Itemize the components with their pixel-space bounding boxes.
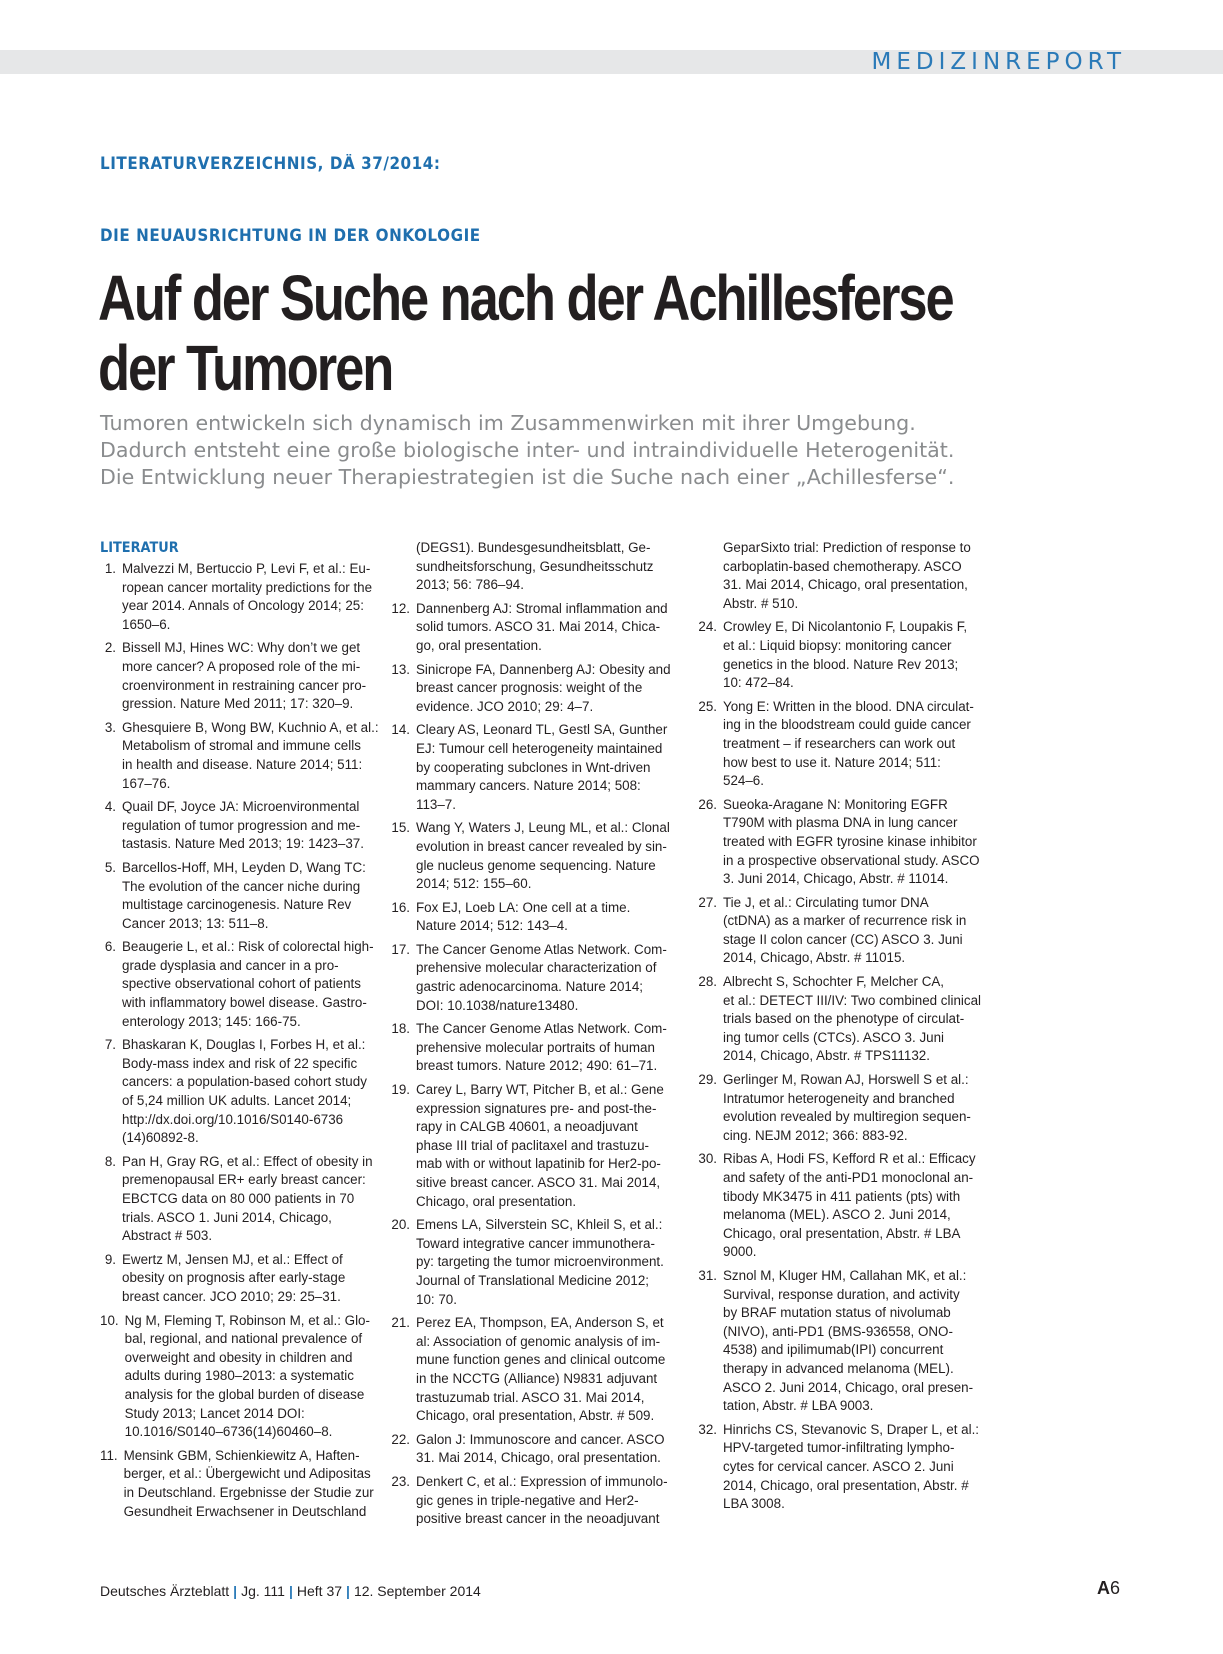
reference-line: The Cancer Genome Atlas Network. Com- <box>416 1021 667 1037</box>
reference-line: spective observational cohort of patients <box>122 976 361 992</box>
reference-number: 17. <box>391 941 410 957</box>
reference-line: 10: 70. <box>416 1291 457 1307</box>
reference-line: 2014, Chicago, Abstr. # TPS11132. <box>723 1048 930 1064</box>
reference-line: Metabolism of stromal and immune cells <box>122 738 361 754</box>
reference-text <box>124 1447 374 1521</box>
reference-line: Nature 2014; 512: 143–4. <box>416 918 568 934</box>
reference-line: in Deutschland. Ergebnisse der Studie zur <box>123 1484 374 1500</box>
headline-line-1: Auf der Suche nach der Achillesferse <box>98 262 953 334</box>
reference-item <box>697 894 967 968</box>
reference-text <box>416 1431 665 1468</box>
reference-line: mab with or without lapatinib for Her2-po- <box>416 1156 661 1172</box>
reference-line: Cancer 2013; 13: 511–8. <box>122 915 269 931</box>
reference-line: by cooperating subclones in Wnt-driven <box>416 759 651 775</box>
reference-line: therapy in advanced melanoma (MEL). <box>723 1360 954 1376</box>
article-kicker: DIE NEUAUSRICHTUNG IN DER ONKOLOGIE <box>100 226 481 245</box>
reference-number: 27. <box>698 894 717 910</box>
reference-line: melanoma (MEL). ASCO 2. Juni 2014, <box>723 1207 951 1223</box>
reference-line: Sueoka-Aragane N: Monitoring EGFR <box>723 796 948 812</box>
reference-line: genetics in the blood. Nature Rev 2013; <box>723 656 959 672</box>
reference-line: Chicago, oral presentation, Abstr. # 509. <box>416 1408 655 1424</box>
reference-line: Crowley E, Di Nicolantonio F, Loupakis F, <box>723 619 968 635</box>
page-prefix: A <box>1096 1578 1110 1598</box>
reference-text <box>122 859 366 933</box>
reference-number: 20. <box>391 1217 410 1233</box>
reference-line: et al.: DETECT III/IV: Two combined clinical <box>723 992 981 1008</box>
reference-item <box>390 661 671 717</box>
reference-continuation <box>390 539 655 595</box>
reference-line: 113–7. <box>416 796 456 812</box>
reference-line: cytes for cervical cancer. ASCO 2. Juni <box>723 1458 954 1474</box>
reference-line: more cancer? A proposed role of the mi- <box>122 658 361 674</box>
reference-line: et al.: Liquid biopsy: monitoring cancer <box>723 637 952 653</box>
reference-line: go, oral presentation. <box>416 637 542 653</box>
reference-text <box>416 1216 664 1309</box>
reference-line: Galon J: Immunoscore and cancer. ASCO <box>416 1431 665 1447</box>
reference-line: Beaugerie L, et al.: Risk of colorectal high- <box>122 939 374 955</box>
reference-line: 3. Juni 2014, Chicago, Abstr. # 11014. <box>723 871 949 887</box>
reference-line: tation, Abstr. # LBA 9003. <box>723 1398 874 1414</box>
reference-line: trastuzumab trial. ASCO 31. Mai 2014, <box>416 1389 645 1405</box>
reference-number: 8. <box>104 1153 116 1169</box>
reference-line: Abstract # 503. <box>122 1228 213 1244</box>
reference-item <box>697 796 980 889</box>
reference-text <box>122 1251 365 1307</box>
reference-line: trials. ASCO 1. Juni 2014, Chicago, <box>122 1209 332 1225</box>
reference-line: 4538) and ipilimumab(IPI) concurrent <box>723 1342 944 1358</box>
reference-item <box>100 1447 374 1521</box>
reference-text <box>125 1312 370 1442</box>
journal-volume: Jg. 111 <box>241 1583 285 1599</box>
reference-number: 1. <box>104 561 116 576</box>
reference-line: 31. Mai 2014, Chicago, oral presentation. <box>416 1450 661 1466</box>
reference-number: 5. <box>104 859 116 875</box>
reference-number: 3. <box>104 719 116 735</box>
reference-line: with inflammatory bowel disease. Gastro- <box>122 995 367 1011</box>
reference-text <box>122 938 374 1031</box>
reference-line: ing in the bloodstream could guide cancer <box>723 717 971 733</box>
reference-line: Mensink GBM, Schienkiewitz A, Haften- <box>123 1447 360 1463</box>
reference-line: The evolution of the cancer niche during <box>122 878 361 894</box>
reference-line: Emens LA, Silverstein SC, Khleil S, et al.: <box>416 1217 663 1233</box>
reference-item <box>100 560 373 634</box>
reference-line: adults during 1980–2013: a systematic <box>124 1368 354 1384</box>
reference-item <box>100 1036 365 1148</box>
reference-line: of 5,24 million UK adults. Lancet 2014; <box>122 1093 352 1109</box>
reference-line: evidence. JCO 2010; 29: 4–7. <box>416 698 594 714</box>
references-column-1 <box>100 539 379 1526</box>
reference-text <box>122 560 372 634</box>
reference-text <box>122 798 365 854</box>
reference-line: Body-mass index and risk of 22 specific <box>122 1055 358 1071</box>
reference-number: 15. <box>391 820 410 836</box>
references-column-3 <box>697 539 981 1519</box>
reference-line: evolution revealed by multiregion sequen- <box>723 1109 971 1125</box>
reference-line: enterology 2013; 145: 166-75. <box>122 1013 301 1029</box>
reference-line: py: targeting the tumor microenvironment. <box>416 1254 664 1270</box>
reference-line: http://dx.doi.org/10.1016/S0140-6736 <box>122 1111 344 1127</box>
reference-line: prehensive molecular characterization of <box>416 960 657 976</box>
reference-line: 2014, Chicago, Abstr. # 11015. <box>723 950 906 966</box>
reference-line: in the NCCTG (Alliance) N9831 adjuvant <box>416 1370 658 1386</box>
reference-item <box>100 938 374 1031</box>
headline-line-2: der Tumoren <box>98 332 393 404</box>
reference-number: 26. <box>698 796 717 812</box>
reference-number: 2. <box>104 640 116 656</box>
reference-line: grade dysplasia and cancer in a pro- <box>122 957 339 973</box>
reference-item <box>390 941 667 1015</box>
reference-line: Denkert C, et al.: Expression of immunolo- <box>416 1473 668 1489</box>
reference-line: tibody MK3475 in 411 patients (pts) with <box>723 1188 961 1204</box>
reference-line: Gesundheit Erwachsener in Deutschland <box>123 1503 367 1519</box>
reference-line: obesity on prognosis after early-stage <box>122 1270 346 1286</box>
reference-line: Survival, response duration, and activity <box>723 1286 960 1302</box>
page-digit: 6 <box>1109 1578 1120 1598</box>
reference-text <box>723 796 980 889</box>
reference-text <box>723 1071 971 1145</box>
reference-line: 9000. <box>723 1244 757 1260</box>
section-label: MEDIZINREPORT <box>871 49 1126 75</box>
reference-number: 7. <box>104 1037 116 1053</box>
reference-text <box>723 539 971 613</box>
reference-continuation <box>697 539 971 613</box>
reference-line: Abstr. # 510. <box>723 595 799 611</box>
reference-line: analysis for the global burden of disease <box>124 1386 365 1402</box>
reference-item <box>390 899 655 936</box>
reference-line: rapy in CALGB 40601, a neoadjuvant <box>416 1119 638 1135</box>
reference-item <box>697 1421 980 1514</box>
reference-text <box>723 618 967 692</box>
reference-line: sundheitsforschung, Gesundheitsschutz <box>416 558 654 574</box>
reference-item <box>390 1020 667 1076</box>
reference-item <box>100 719 379 793</box>
reference-item <box>100 798 365 854</box>
lead-line-2: Dadurch entsteht eine große biologische inter- und intraindividuelle Heterogenität. <box>100 438 955 462</box>
reference-line: Dannenberg AJ: Stromal inflammation and <box>416 600 668 616</box>
reference-line: Carey L, Barry WT, Pitcher B, et al.: Gene <box>416 1082 664 1098</box>
issue-date: 12. September 2014 <box>353 1583 481 1599</box>
reference-item <box>390 1216 664 1309</box>
reference-item <box>390 819 670 893</box>
reference-text <box>416 539 655 595</box>
reference-line: gle nucleus genome sequencing. Nature <box>416 857 656 873</box>
reference-line: Chicago, oral presentation, Abstr. # LBA <box>723 1225 961 1241</box>
reference-item <box>100 859 365 933</box>
reference-line: carboplatin-based chemotherapy. ASCO <box>723 558 962 574</box>
reference-line: Ghesquiere B, Wong BW, Kuchnio A, et al.: <box>122 719 379 735</box>
footer-separator: | <box>233 1583 238 1599</box>
reference-item <box>390 600 668 656</box>
reference-line: treated with EGFR tyrosine kinase inhibitor <box>723 833 977 849</box>
literature-heading: LITERATUR <box>100 540 179 556</box>
reference-text <box>122 719 379 793</box>
reference-line: DOI: 10.1038/nature13480. <box>416 997 579 1013</box>
reference-line: (ctDNA) as a marker of recurrence risk in <box>723 913 967 929</box>
reference-line: regulation of tumor progression and me- <box>122 817 361 833</box>
reference-line: gression. Nature Med 2011; 17: 320–9. <box>122 696 354 712</box>
article-headline <box>98 262 953 404</box>
reference-number: 18. <box>391 1021 410 1037</box>
reference-line: in health and disease. Nature 2014; 511: <box>122 756 363 772</box>
reference-line: Ribas A, Hodi FS, Kefford R et al.: Efficacy <box>723 1151 976 1167</box>
reference-line: Intratumor heterogeneity and branched <box>723 1090 955 1106</box>
reference-item <box>100 1251 365 1307</box>
reference-line: Cleary AS, Leonard TL, Gestl SA, Gunther <box>416 722 668 738</box>
journal-issue: Heft 37 <box>296 1583 343 1599</box>
reference-line: Study 2013; Lancet 2014 DOI: <box>124 1405 305 1421</box>
reference-item <box>697 1267 974 1416</box>
reference-text <box>416 661 671 717</box>
reference-line: prehensive molecular portraits of human <box>416 1039 655 1055</box>
reference-line: Malvezzi M, Bertuccio P, Levi F, et al.: Eu- <box>122 561 371 576</box>
reference-text <box>122 1153 373 1246</box>
reference-text <box>723 1421 979 1514</box>
reference-line: Bissell MJ, Hines WC: Why don’t we get <box>122 640 361 656</box>
reference-item <box>390 1473 668 1529</box>
reference-line: EJ: Tumour cell heterogeneity maintained <box>416 740 663 756</box>
reference-line: bal, regional, and national prevalence of <box>124 1331 363 1347</box>
reference-line: 2014, Chicago, oral presentation, Abstr. # <box>723 1477 969 1493</box>
reference-text <box>723 894 966 968</box>
reference-line: Sinicrope FA, Dannenberg AJ: Obesity and <box>416 661 671 677</box>
reference-item <box>390 1431 665 1468</box>
reference-item <box>697 618 968 692</box>
reference-line: ASCO 2. Juni 2014, Chicago, oral presen- <box>723 1379 974 1395</box>
footer-separator: | <box>346 1583 350 1599</box>
reference-number: 22. <box>391 1431 410 1447</box>
reference-number: 29. <box>698 1072 717 1088</box>
reference-text <box>416 899 655 936</box>
reference-item <box>697 973 981 1066</box>
reference-number: 28. <box>698 974 717 990</box>
journal-name: Deutsches Ärzteblatt <box>100 1583 230 1599</box>
reference-line: Yong E: Written in the blood. DNA circulat- <box>723 698 974 714</box>
reference-line: LBA 3008. <box>723 1496 785 1512</box>
reference-line: al: Association of genomic analysis of im- <box>416 1333 661 1349</box>
reference-line: berger, et al.: Übergewicht und Adipositas <box>123 1466 371 1482</box>
reference-line: evolution in breast cancer revealed by sin- <box>416 838 667 854</box>
reference-text <box>416 1473 668 1529</box>
reference-item <box>100 1312 370 1442</box>
reference-line: Tie J, et al.: Circulating tumor DNA <box>723 894 929 910</box>
reference-text <box>416 1020 667 1076</box>
reference-text <box>723 973 981 1066</box>
reference-line: in a prospective observational study. ASCO <box>723 852 980 868</box>
reference-line: (DEGS1). Bundesgesundheitsblatt, Ge- <box>416 540 651 555</box>
reference-item <box>697 1150 976 1262</box>
reference-text <box>723 698 974 791</box>
reference-line: ing tumor cells (CTCs). ASCO 3. Juni <box>723 1029 945 1045</box>
reference-line: croenvironment in restraining cancer pro- <box>122 677 367 693</box>
reference-number: 19. <box>391 1082 410 1098</box>
reference-line: 167–76. <box>122 775 171 791</box>
reference-line: Fox EJ, Loeb LA: One cell at a time. <box>416 899 631 915</box>
reference-line: premenopausal ER+ early breast cancer: <box>122 1172 366 1188</box>
reference-line: T790M with plasma DNA in lung cancer <box>723 815 958 831</box>
reference-line: mammary cancers. Nature 2014; 508: <box>416 778 641 794</box>
reference-item <box>697 698 974 791</box>
reference-text <box>122 1036 367 1148</box>
reference-line: cancers: a population-based cohort study <box>122 1074 367 1090</box>
reference-number: 23. <box>391 1473 410 1489</box>
reference-line: treatment – if researchers can work out <box>723 735 956 751</box>
reference-line: how best to use it. Nature 2014; 511: <box>723 754 941 770</box>
reference-number: 9. <box>104 1251 116 1267</box>
reference-item <box>697 1071 971 1145</box>
reference-number: 31. <box>698 1267 717 1283</box>
reference-line: 1650–6. <box>122 616 171 632</box>
lead-line-3: Die Entwicklung neuer Therapiestrategien ist die Suche nach einer „Achillesferse“. <box>100 465 955 489</box>
bibliography-kicker: LITERATURVERZEICHNIS, DÄ 37/2014: <box>100 154 441 173</box>
reference-line: year 2014. Annals of Oncology 2014; 25: <box>122 598 364 614</box>
reference-line: expression signatures pre- and post-the- <box>416 1100 657 1116</box>
reference-line: mune function genes and clinical outcome <box>416 1352 666 1368</box>
reference-line: breast cancer. JCO 2010; 29: 25–31. <box>122 1288 341 1304</box>
reference-line: 2014; 512: 155–60. <box>416 876 532 892</box>
reference-line: trials based on the phenotype of circulat- <box>723 1011 965 1027</box>
reference-number: 6. <box>104 939 116 955</box>
reference-line: positive breast cancer in the neoadjuvant <box>416 1511 660 1527</box>
reference-number: 4. <box>104 799 116 815</box>
reference-line: Ewertz M, Jensen MJ, et al.: Effect of <box>122 1251 343 1267</box>
reference-number: 32. <box>698 1421 717 1437</box>
reference-line: Barcellos-Hoff, MH, Leyden D, Wang TC: <box>122 859 366 875</box>
reference-number: 21. <box>391 1315 410 1331</box>
reference-line: multistage carcinogenesis. Nature Rev <box>122 897 352 913</box>
reference-item <box>100 639 365 713</box>
footer-separator: | <box>288 1583 293 1599</box>
reference-text <box>416 819 670 893</box>
reference-number: 24. <box>698 619 717 635</box>
reference-text <box>416 941 667 1015</box>
reference-item <box>390 1081 664 1211</box>
reference-text <box>416 600 668 656</box>
reference-line: Pan H, Gray RG, et al.: Effect of obesity in <box>122 1153 373 1169</box>
references-column-2 <box>390 539 671 1534</box>
reference-line: Hinrichs CS, Stevanovic S, Draper L, et al.: <box>723 1421 980 1437</box>
reference-line: 10.1016/S0140–6736(14)60460–8. <box>124 1424 333 1440</box>
reference-line: The Cancer Genome Atlas Network. Com- <box>416 941 667 957</box>
reference-line: gastric adenocarcinoma. Nature 2014; <box>416 979 644 995</box>
reference-line: Quail DF, Joyce JA: Microenvironmental <box>122 799 360 815</box>
reference-item <box>390 721 668 814</box>
page-number <box>1097 1578 1120 1599</box>
reference-line: Gerlinger M, Rowan AJ, Horswell S et al.: <box>723 1072 969 1088</box>
reference-line: (14)60892-8. <box>122 1130 199 1146</box>
reference-line: EBCTCG data on 80 000 patients in 70 <box>122 1191 355 1206</box>
reference-text <box>122 639 366 713</box>
reference-number: 30. <box>698 1151 717 1167</box>
reference-line: gic genes in triple-negative and Her2- <box>416 1492 639 1508</box>
reference-line: breast tumors. Nature 2012; 490: 61–71. <box>416 1058 658 1074</box>
reference-number: 25. <box>698 698 717 714</box>
lead-paragraph <box>100 410 1000 491</box>
reference-number: 10. <box>100 1312 119 1328</box>
reference-line: and safety of the anti-PD1 monoclonal an- <box>723 1170 974 1185</box>
lead-line-1: Tumoren entwickeln sich dynamisch im Zusammenwirken mit ihrer Umgebung. <box>100 411 916 435</box>
reference-number: 14. <box>391 722 410 738</box>
reference-line: 31. Mai 2014, Chicago, oral presentation, <box>723 577 968 593</box>
reference-line: 2013; 56: 786–94. <box>416 577 524 593</box>
reference-item <box>100 1153 373 1246</box>
reference-line: Wang Y, Waters J, Leung ML, et al.: Clonal <box>416 820 670 836</box>
reference-number: 12. <box>391 600 410 616</box>
reference-line: 524–6. <box>723 773 764 789</box>
reference-line: Sznol M, Kluger HM, Callahan MK, et al.: <box>723 1267 967 1283</box>
reference-text <box>723 1267 973 1416</box>
reference-line: Toward integrative cancer immunothera- <box>416 1235 655 1251</box>
reference-number: 13. <box>391 661 410 677</box>
reference-line: HPV-targeted tumor-infiltrating lympho- <box>723 1440 955 1456</box>
reference-line: phase III trial of paclitaxel and trastuzu- <box>416 1137 649 1153</box>
reference-line: Perez EA, Thompson, EA, Anderson S, et <box>416 1315 664 1331</box>
reference-line: breast cancer prognosis: weight of the <box>416 680 643 696</box>
reference-text <box>416 1314 665 1426</box>
reference-line: cing. NEJM 2012; 366: 883-92. <box>723 1127 908 1143</box>
reference-line: Ng M, Fleming T, Robinson M, et al.: Glo- <box>124 1312 370 1328</box>
page-footer <box>100 1583 481 1599</box>
reference-line: stage II colon cancer (CC) ASCO 3. Juni <box>723 931 963 947</box>
reference-line: (NIVO), anti-PD1 (BMS-936558, ONO- <box>723 1323 953 1339</box>
reference-number: 16. <box>391 899 410 915</box>
reference-text <box>723 1150 976 1262</box>
reference-line: solid tumors. ASCO 31. Mai 2014, Chica- <box>416 619 661 635</box>
reference-line: 10: 472–84. <box>723 675 794 691</box>
reference-line: sitive breast cancer. ASCO 31. Mai 2014, <box>416 1175 661 1190</box>
reference-line: overweight and obesity in children and <box>124 1349 353 1365</box>
reference-line: Journal of Translational Medicine 2012; <box>416 1272 649 1288</box>
reference-line: GeparSixto trial: Prediction of response to <box>723 540 971 555</box>
reference-line: Bhaskaran K, Douglas I, Forbes H, et al.: <box>122 1037 366 1053</box>
reference-item <box>390 1314 666 1426</box>
reference-number: 11. <box>100 1447 118 1463</box>
reference-line: by BRAF mutation status of nivolumab <box>723 1305 951 1321</box>
reference-line: ropean cancer mortality predictions for the <box>122 579 373 595</box>
reference-text <box>416 1081 664 1211</box>
reference-line: Chicago, oral presentation. <box>416 1193 577 1209</box>
reference-line: tastasis. Nature Med 2013; 19: 1423–37. <box>122 836 364 852</box>
reference-text <box>416 721 667 814</box>
reference-line: Albrecht S, Schochter F, Melcher CA, <box>723 974 945 990</box>
